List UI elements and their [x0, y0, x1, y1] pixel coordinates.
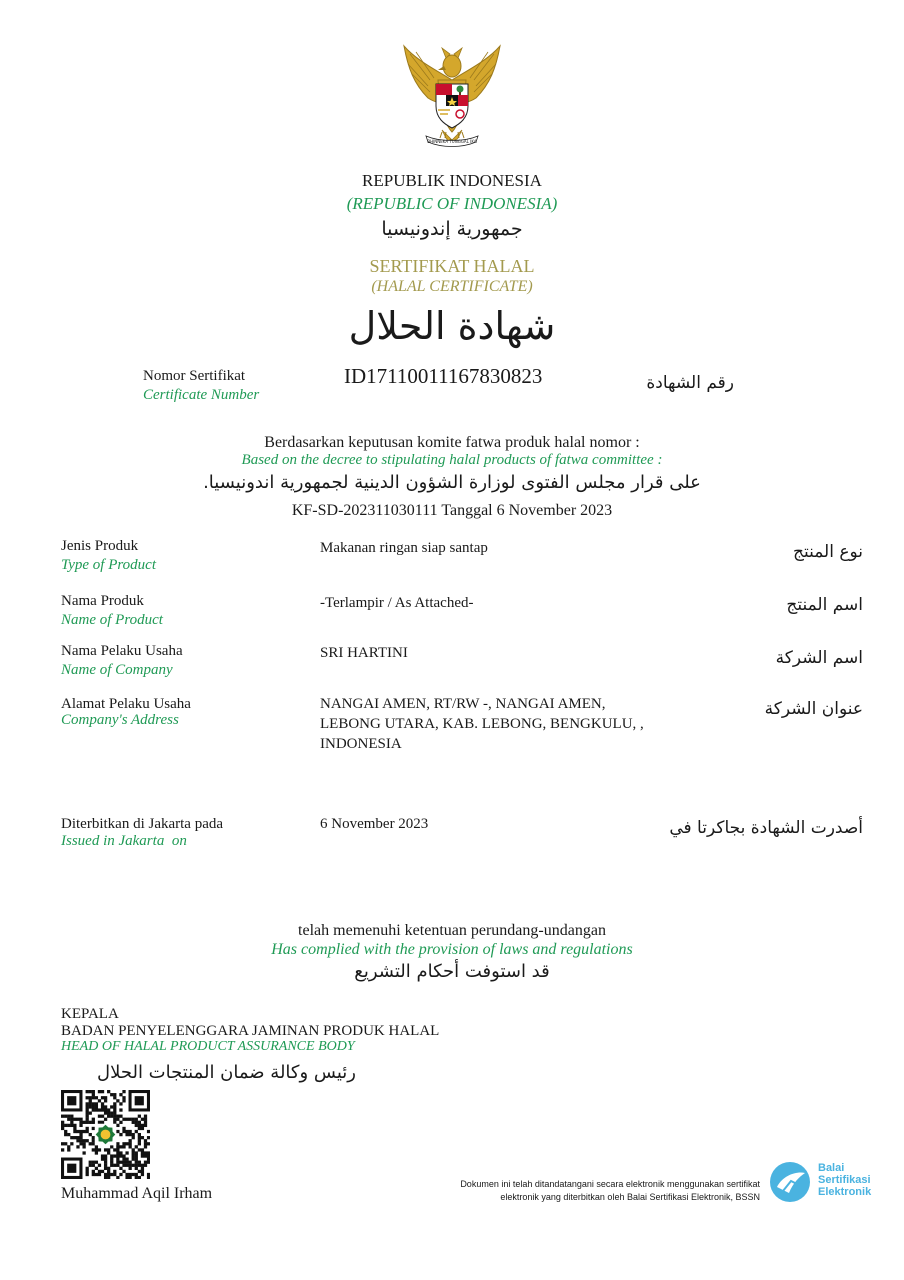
qr-code — [61, 1090, 150, 1179]
cert-number-value: ID17110011167830823 — [344, 364, 543, 388]
certificate-title-id: SERTIFIKAT HALAL — [369, 256, 535, 276]
svg-text:BHINNEKA TUNGGAL IKA: BHINNEKA TUNGGAL IKA — [427, 139, 477, 144]
issued-label-id: Diterbitkan di Jakarta pada — [61, 816, 224, 832]
country-name-en: (REPUBLIC OF INDONESIA) — [346, 194, 558, 213]
issued-label-en: Issued in Jakarta on — [61, 833, 187, 849]
field-value: SRI HARTINI — [320, 645, 408, 661]
field-value: -Terlampir / As Attached- — [320, 595, 474, 611]
country-name-ar: جمهورية إندونيسيا — [381, 218, 523, 240]
signatory-title-1: KEPALA — [61, 1006, 119, 1022]
field-label-en: Name of Company — [61, 662, 173, 678]
field-label-en: Company's Address — [61, 712, 179, 728]
field-label-ar: اسم المنتج — [786, 595, 863, 615]
address-line-3: INDONESIA — [320, 736, 402, 752]
signatory-title-en: HEAD OF HALAL PRODUCT ASSURANCE BODY — [61, 1039, 355, 1054]
signatory-name: Muhammad Aqil Irham — [61, 1185, 213, 1202]
field-label-id: Jenis Produk — [61, 538, 139, 554]
country-name-id: REPUBLIK INDONESIA — [362, 171, 542, 190]
address-line-1: NANGAI AMEN, RT/RW -, NANGAI AMEN, — [320, 696, 606, 712]
bsre-logo-line-3: Elektronik — [818, 1186, 872, 1198]
decree-text-ar: على قرار مجلس الفتوى لوزارة الشؤون الدينية لجمهورية اندونيسيا. — [203, 472, 701, 493]
field-label-ar: عنوان الشركة — [764, 699, 863, 719]
bsre-logo-icon — [769, 1161, 811, 1203]
compliance-text-ar: قد استوفت أحكام التشريع — [354, 961, 550, 982]
cert-number-label-en: Certificate Number — [143, 387, 260, 403]
certificate-title-ar: شهادة الحلال — [348, 304, 556, 348]
decree-text-en: Based on the decree to stipulating halal products of fatwa committee : — [241, 452, 663, 468]
esign-note-line-1: Dokumen ini telah ditandatangani secara elektronik menggunakan sertifikat — [460, 1179, 760, 1189]
bsre-logo-line-2: Sertifikasi — [818, 1174, 871, 1186]
field-label-id: Alamat Pelaku Usaha — [61, 696, 191, 712]
bsre-logo-line-1: Balai — [818, 1162, 845, 1174]
cert-number-label-id: Nomor Sertifikat — [143, 368, 246, 384]
field-label-id: Nama Pelaku Usaha — [61, 643, 183, 659]
field-label-ar: نوع المنتج — [792, 542, 863, 562]
certificate-title-en: (HALAL CERTIFICATE) — [371, 278, 533, 295]
field-label-id: Nama Produk — [61, 593, 144, 609]
field-value: Makanan ringan siap santap — [320, 540, 488, 556]
signatory-title-2: BADAN PENYELENGGARA JAMINAN PRODUK HALAL — [61, 1023, 440, 1039]
issued-date: 6 November 2023 — [320, 816, 429, 832]
compliance-text-id: telah memenuhi ketentuan perundang-undangan — [298, 922, 606, 939]
field-label-en: Type of Product — [61, 557, 156, 573]
garuda-emblem — [396, 40, 508, 152]
field-label-ar: اسم الشركة — [775, 648, 863, 668]
address-line-2: LEBONG UTARA, KAB. LEBONG, BENGKULU, , — [320, 716, 644, 732]
field-label-en: Name of Product — [61, 612, 163, 628]
signatory-title-ar: رئيس وكالة ضمان المنتجات الحلال — [97, 1062, 356, 1083]
issued-label-ar: أصدرت الشهادة بجاكرتا في — [669, 818, 863, 838]
compliance-text-en: Has complied with the provision of laws and regulations — [271, 941, 633, 958]
esign-note-line-2: elektronik yang diterbitkan oleh Balai Sertifikasi Elektronik, BSSN — [500, 1192, 760, 1202]
decree-number: KF-SD-202311030111 Tanggal 6 November 2023 — [291, 502, 613, 519]
cert-number-label-ar: رقم الشهادة — [646, 373, 734, 393]
decree-text-id: Berdasarkan keputusan komite fatwa produk halal nomor : — [264, 434, 640, 451]
